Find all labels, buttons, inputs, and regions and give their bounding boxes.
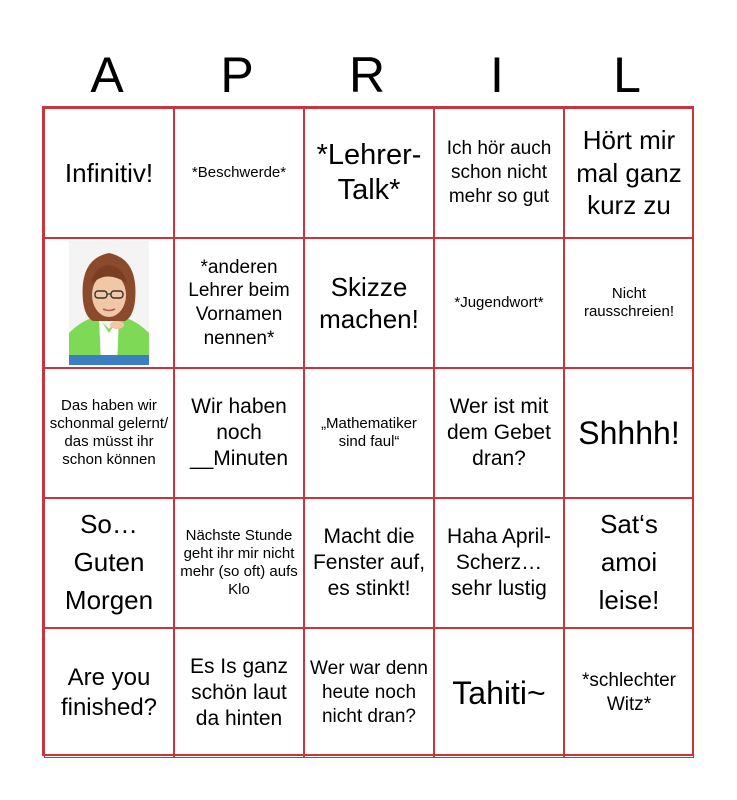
cell-text: Wir haben noch __Minuten: [189, 394, 289, 471]
header-letter-p: P: [220, 47, 254, 103]
header-letter-r: R: [348, 47, 386, 103]
bingo-cell[interactable]: [434, 498, 564, 628]
header-letter-a: A: [90, 47, 124, 103]
bingo-cell[interactable]: [304, 368, 434, 498]
bingo-cell[interactable]: [434, 238, 564, 368]
cell-text: Tahiti~: [452, 674, 546, 711]
teacher-photo-icon: [69, 241, 149, 365]
cell-text: Das haben wir schonmal gelernt/ das müsst ihr schon können: [49, 397, 169, 468]
bingo-cell[interactable]: [174, 368, 304, 498]
cell-text: Wer war denn heute noch nicht dran?: [310, 658, 428, 727]
bingo-cell[interactable]: [174, 238, 304, 368]
bingo-cell[interactable]: [434, 628, 564, 758]
header-letter-i: I: [490, 47, 504, 103]
bingo-cell[interactable]: [434, 368, 564, 498]
cell-text: Ich hör auch schon nicht mehr so gut: [446, 138, 552, 207]
bingo-cell[interactable]: [564, 628, 694, 758]
cell-text: Are you finished?: [60, 664, 158, 721]
bingo-cell[interactable]: [564, 238, 694, 368]
cell-text: *anderen Lehrer beim Vornamen nennen*: [188, 256, 290, 349]
cell-text: Infinitiv!: [64, 157, 154, 188]
header-letter-l: L: [613, 47, 641, 103]
bingo-cell[interactable]: [174, 498, 304, 628]
bingo-cell[interactable]: [44, 498, 174, 628]
cell-text: Skizze machen!: [319, 271, 419, 334]
bingo-header: [42, 45, 694, 105]
cell-text: Hört mir mal ganz kurz zu: [576, 125, 682, 221]
cell-text: Macht die Fenster auf, es stinkt!: [312, 524, 426, 601]
cell-text: Haha April-Scherz… sehr lustig: [447, 524, 551, 601]
bingo-cell[interactable]: [174, 628, 304, 758]
bingo-cell[interactable]: [174, 108, 304, 238]
cell-text: *Beschwerde*: [191, 164, 287, 181]
cell-text: Es Is ganz schön laut da hinten: [189, 654, 289, 731]
bingo-cell[interactable]: [564, 368, 694, 498]
cell-text: *Lehrer-Talk*: [316, 139, 422, 206]
cell-text: *Jugendwort*: [454, 294, 544, 311]
bingo-cell[interactable]: [564, 498, 694, 628]
bingo-cell[interactable]: [304, 238, 434, 368]
bingo-cell[interactable]: [304, 108, 434, 238]
cell-text: „Mathematiker sind faul“: [321, 415, 417, 450]
bingo-cell[interactable]: [304, 628, 434, 758]
cell-text: So… Guten Morgen: [64, 509, 154, 615]
bingo-cell[interactable]: [44, 108, 174, 238]
bingo-cell-image[interactable]: [44, 238, 174, 368]
bingo-cell[interactable]: [44, 368, 174, 498]
cell-text: Wer ist mit dem Gebet dran?: [447, 394, 551, 471]
bingo-cell[interactable]: [434, 108, 564, 238]
cell-text: Sat‘s amoi leise!: [598, 509, 660, 615]
bingo-cell[interactable]: [304, 498, 434, 628]
cell-text: *schlechter Witz*: [582, 670, 676, 715]
cell-text: Nächste Stunde geht ihr mir nicht mehr (so oft) aufs Klo: [180, 527, 298, 598]
bingo-board: [42, 106, 694, 756]
bingo-cell[interactable]: [44, 628, 174, 758]
bingo-cell[interactable]: [564, 108, 694, 238]
cell-text: Nicht rausschreien!: [583, 285, 675, 320]
cell-text: Shhhh!: [578, 414, 680, 451]
